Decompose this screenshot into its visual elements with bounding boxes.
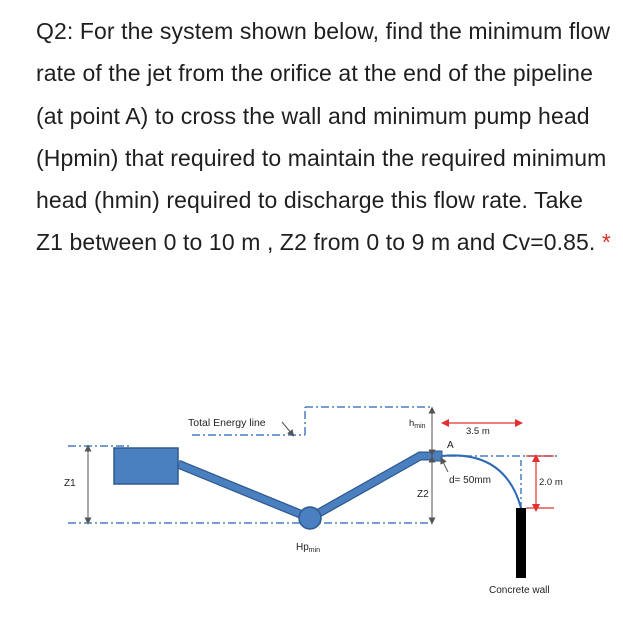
orifice-nozzle: [432, 451, 442, 461]
hmin-label: [409, 418, 426, 430]
z2-label: Z2: [417, 489, 429, 500]
hmin-main: h: [409, 418, 415, 429]
reservoir: [114, 448, 178, 484]
required-asterisk: *: [601, 229, 611, 256]
distance-label: 3.5 m: [466, 426, 490, 437]
hpmin-label: [296, 542, 320, 554]
height-label: 2.0 m: [539, 477, 563, 488]
question-text: [36, 10, 611, 264]
total-energy-line-label: Total Energy line: [188, 417, 266, 429]
concrete-wall-label: Concrete wall: [489, 585, 550, 596]
energy-label-pointer: [282, 422, 292, 434]
pump-icon: [299, 507, 321, 529]
concrete-wall: [516, 508, 526, 578]
question-body: Q2: For the system shown below, find the minimum flow rate of the jet from the orifice at the end of the pipeline (at point A) to cross the wall and minimum pump head (Hpmin) that required to maintain the required minimum head (hmin) required to discharge this flow rate. Take Z1 between 0 to 10 m , Z2 from 0 to 9 m and Cv=0.85.: [36, 18, 611, 256]
system-diagram: [0, 390, 623, 625]
z1-label: Z1: [64, 478, 76, 489]
hmin-sub: min: [414, 423, 426, 430]
point-a-label: A: [447, 440, 454, 451]
hp-main: Hp: [296, 542, 309, 553]
diameter-pointer: [442, 460, 448, 472]
diameter-label: d= 50mm: [449, 475, 491, 486]
hp-sub: min: [308, 547, 321, 554]
